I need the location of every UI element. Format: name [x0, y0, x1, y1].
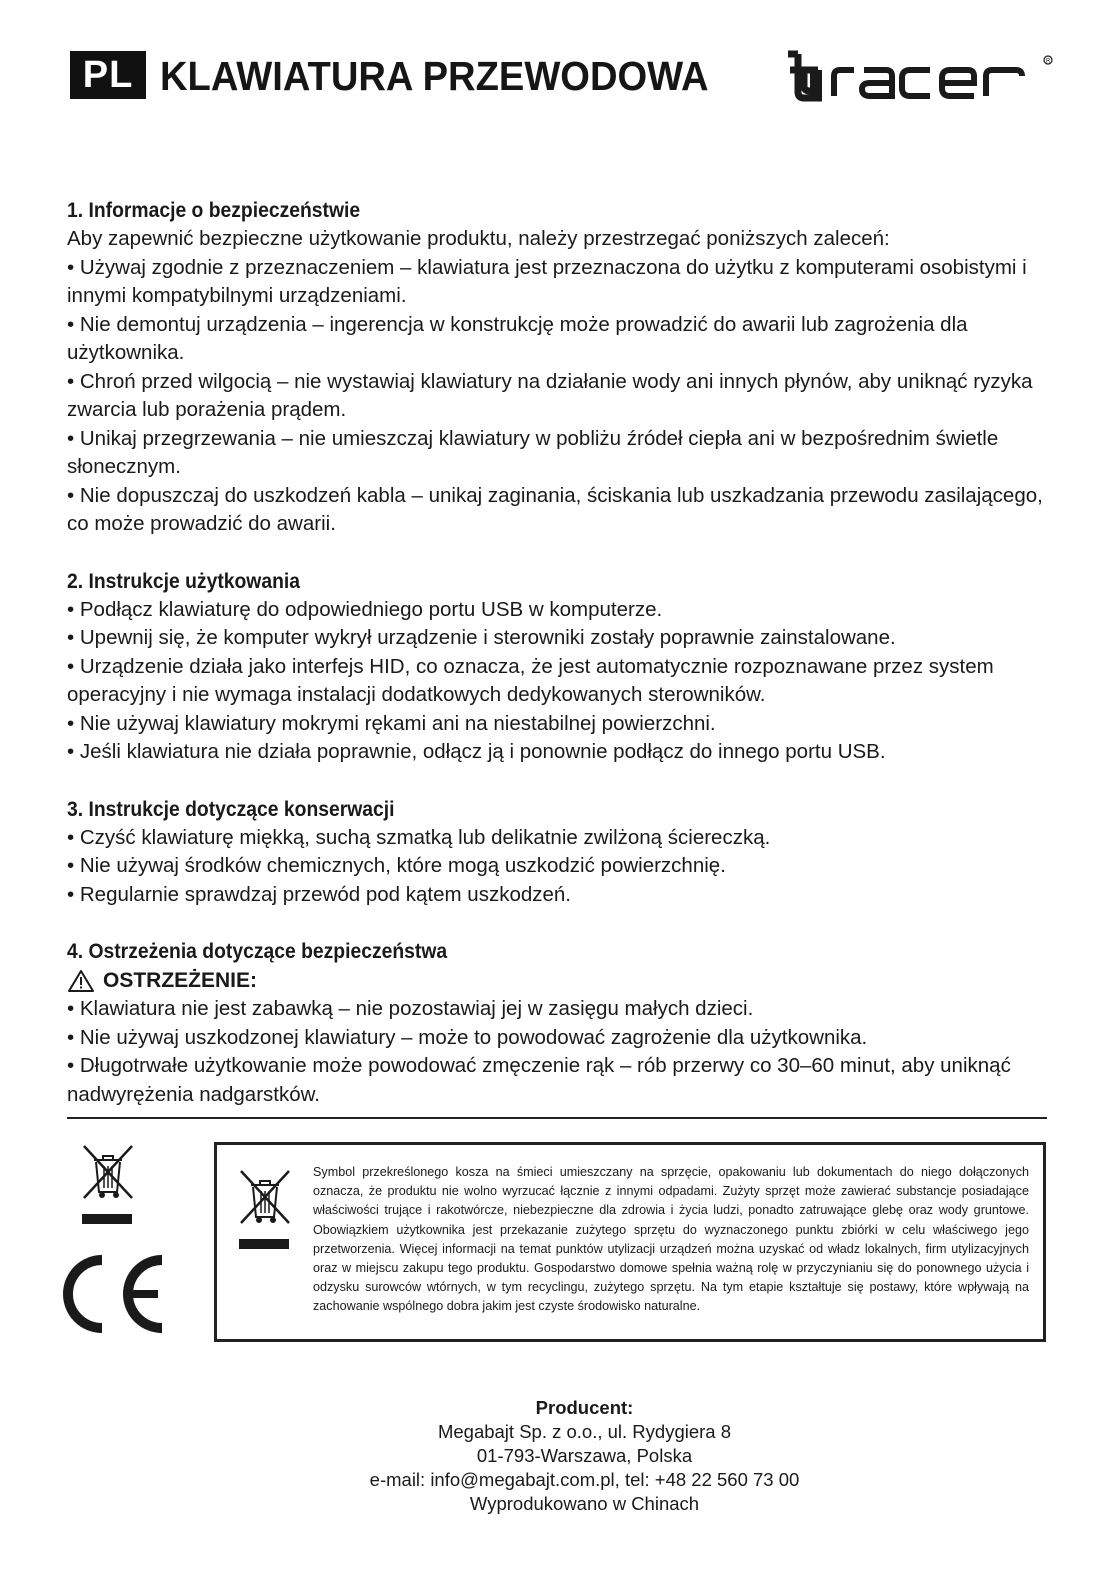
weee-bin-icon: [80, 1142, 136, 1228]
warning-triangle-icon: [67, 969, 95, 993]
producer-contact: e-mail: info@megabajt.com.pl, tel: +48 22 560 73 00: [369, 1469, 800, 1490]
list-item: • Unikaj przegrzewania – nie umieszczaj klawiatury w pobliżu źródeł ciepła ani w bezpośrednim świetle słonecznym.: [67, 425, 1067, 482]
warning-label: OSTRZEŻENIE:: [103, 969, 258, 992]
list-item: • Jeśli klawiatura nie działa poprawnie, odłącz ją i ponownie podłącz do innego portu USB.: [67, 738, 1067, 767]
section-title: 1. Informacje o bezpieczeństwie: [67, 199, 361, 222]
language-badge: PL: [70, 51, 146, 99]
section-warnings: [67, 937, 1067, 1109]
producer-title: Producent:: [535, 1397, 634, 1418]
section-title: 4. Ostrzeżenia dotyczące bezpieczeństwa: [67, 940, 448, 963]
producer-info: [0, 1396, 1119, 1516]
section-maintenance: [67, 795, 1067, 910]
list-item: • Klawiatura nie jest zabawką – nie pozostawiaj jej w zasięgu małych dzieci.: [67, 995, 1067, 1024]
list-item: • Nie używaj klawiatury mokrymi rękami ani na niestabilnej powierzchni.: [67, 710, 1067, 739]
producer-city: 01-793-Warszawa, Polska: [476, 1445, 693, 1466]
weee-bin-icon: [237, 1167, 293, 1253]
list-item: • Urządzenie działa jako interfejs HID, co oznacza, że jest automatycznie rozpoznawane przez system operacyjny i nie wymaga instalacji dodatkowych dedykowanych sterowników.: [67, 653, 1067, 710]
document-title: KLAWIATURA PRZEWODOWA: [160, 53, 709, 99]
list-item: • Używaj zgodnie z przeznaczeniem – klawiatura jest przeznaczona do użytku z komputerami osobistymi i innymi kompatybilnymi urządzeniami.: [67, 254, 1067, 311]
producer-origin: Wyprodukowano w Chinach: [469, 1493, 700, 1514]
list-item: • Długotrwałe użytkowanie może powodować zmęczenie rąk – rób przerwy co 30–60 minut, aby uniknąć nadwyrężenia nadgarstków.: [67, 1052, 1067, 1109]
ce-mark-icon: [52, 1252, 168, 1336]
list-item: • Nie używaj środków chemicznych, które mogą uszkodzić powierzchnię.: [67, 852, 1067, 881]
section-safety-info: [67, 196, 1067, 539]
recycling-text: Symbol przekreślonego kosza na śmieci umieszczany na sprzęcie, opakowaniu lub dokumentach do niego dołączonych oznacza, że produktu nie wolno wyrzucać łącznie z innymi odpadami. Zużyty sprzęt może zawierać substancje posiadające właściwości trujące i rakotwórcze, niebezpieczne dla zdrowia i życia ludzi, ponadto zatruwające glebę oraz wody gruntowe. Obowiązkiem użytkownika jest przekazanie zużytego sprzętu do wyznaczonego punktu zbiórki w celu właściwego jego przetworzenia. Więcej informacji na temat punktów utylizacji urządzeń można uzyskać od władz lokalnych, firm utylizacyjnych oraz w miejscu zakupu tego produktu. Gospodarstwo domowe spełnia ważną rolę w przyczynianiu się do ponownego użycia i odzysku surowców wtórnych, w tym recyclingu, zużytego sprzętu. Na tym etapie kształtuje się postawy, które wpływają na zachowanie wspólnego dobra jakim jest czyste środowisko naturalne.: [313, 1165, 1029, 1314]
list-item: • Upewnij się, że komputer wykrył urządzenie i sterowniki zostały poprawnie zainstalowane.: [67, 624, 1067, 653]
divider: [67, 1117, 1047, 1119]
list-item: • Podłącz klawiaturę do odpowiedniego portu USB w komputerze.: [67, 596, 1067, 625]
producer-address: Megabajt Sp. z o.o., ul. Rydygiera 8: [437, 1421, 732, 1442]
tracer-logo: [784, 48, 1060, 102]
warning-label-row: [67, 966, 1067, 995]
section-title: 3. Instrukcje dotyczące konserwacji: [67, 797, 395, 821]
recycling-notice-box: [214, 1142, 1046, 1342]
document-header: [70, 48, 1060, 104]
manual-content: [67, 196, 1067, 1137]
svg-text:R: R: [1046, 58, 1051, 65]
section-intro: Aby zapewnić bezpieczne użytkowanie produktu, należy przestrzegać poniższych zaleceń:: [67, 227, 890, 250]
list-item: • Nie demontuj urządzenia – ingerencja w konstrukcję może prowadzić do awarii lub zagrożenia dla użytkownika.: [67, 311, 1067, 368]
list-item: • Regularnie sprawdzaj przewód pod kątem uszkodzeń.: [67, 881, 1067, 910]
list-item: • Chroń przed wilgocią – nie wystawiaj klawiatury na działanie wody ani innych płynów, aby uniknąć ryzyka zwarcia lub porażenia prądem.: [67, 368, 1067, 425]
list-item: • Nie dopuszczaj do uszkodzeń kabla – unikaj zaginania, ściskania lub uszkadzania przewodu zasilającego, co może prowadzić do awarii.: [67, 482, 1067, 539]
list-item: • Czyść klawiaturę miękką, suchą szmatką lub delikatnie zwilżoną ściereczką.: [67, 824, 1067, 853]
section-usage: [67, 567, 1067, 767]
section-title: 2. Instrukcje użytkowania: [67, 569, 301, 593]
list-item: • Nie używaj uszkodzonej klawiatury – może to powodować zagrożenie dla użytkownika.: [67, 1024, 1067, 1053]
